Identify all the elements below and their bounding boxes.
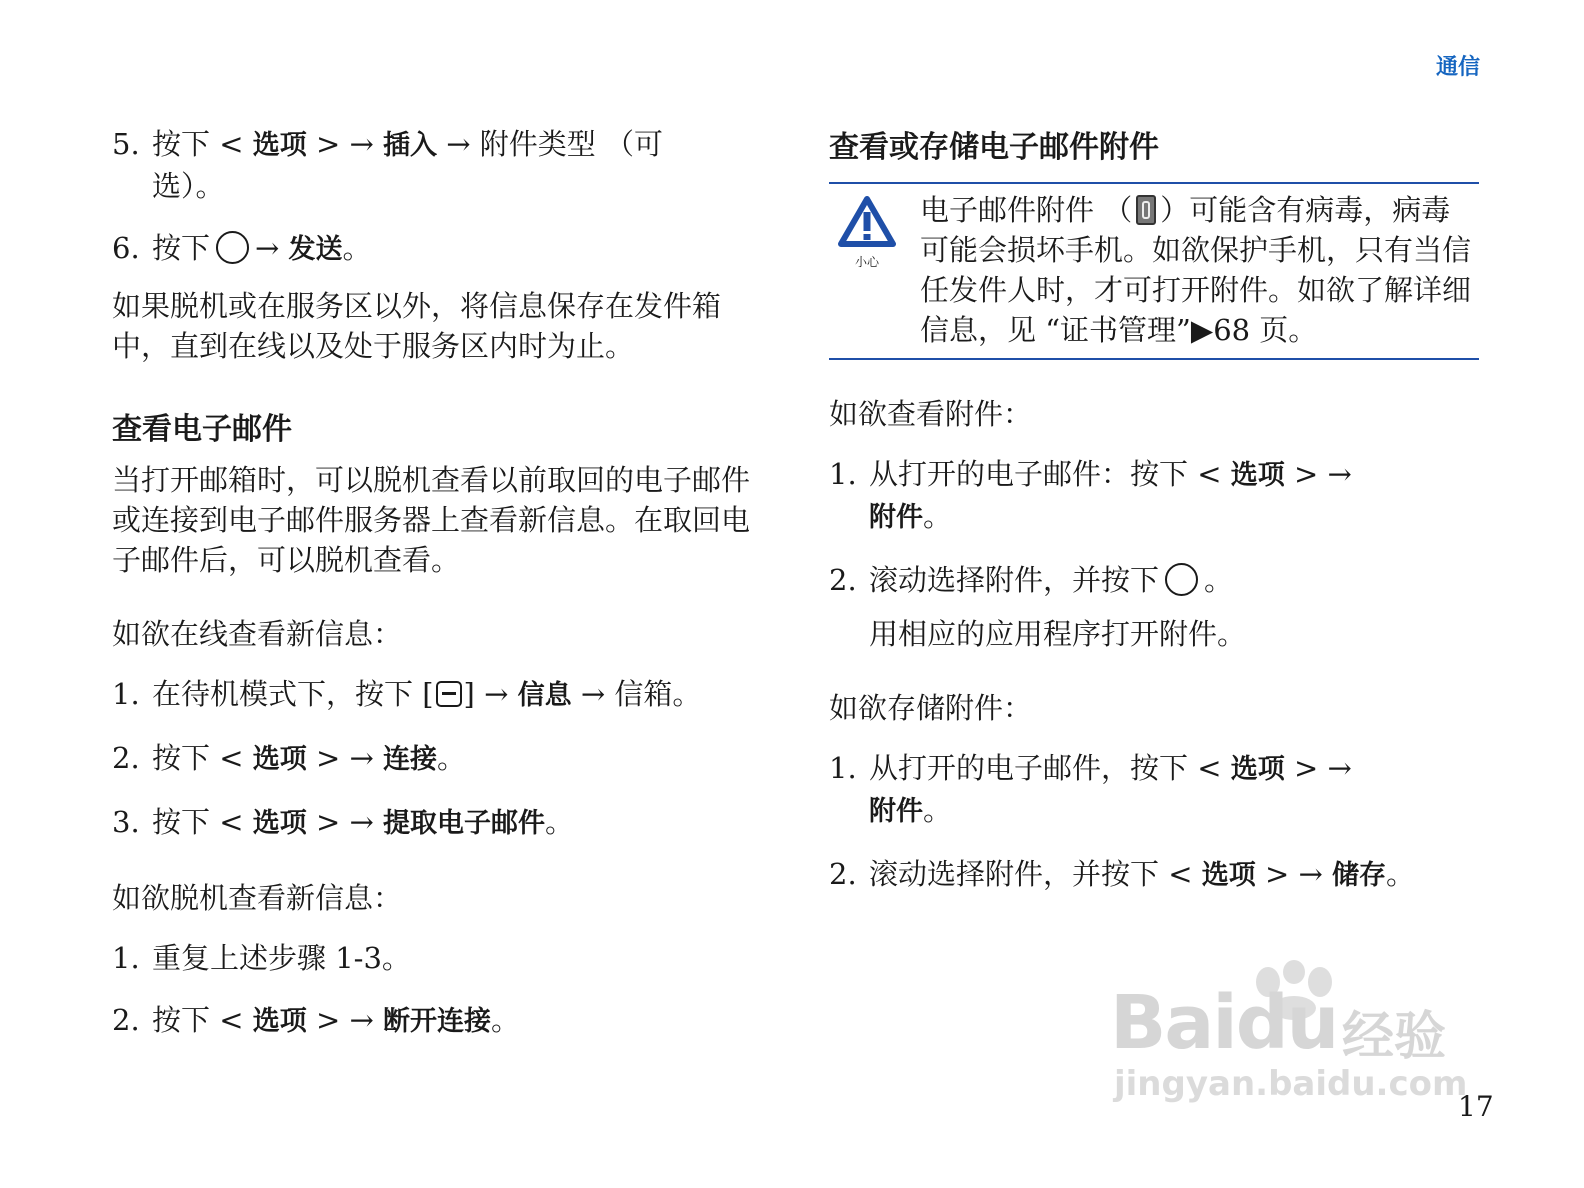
left-column <box>112 124 752 1042</box>
watermark-brand: Baidu <box>1110 980 1338 1066</box>
heading-attachments: 查看或存储电子邮件附件 <box>829 130 1159 165</box>
heading-view-email: 查看电子邮件 <box>112 412 292 447</box>
outbox-note: 如果脱机或在服务区以外，将信息保存在发件箱中，直到在线以及处于服务区内时为止。 <box>112 289 722 363</box>
view-email-paragraph: 当打开邮箱时，可以脱机查看以前取回的电子邮件或连接到电子邮件服务器上查看新信息。在取回电子邮件后，可以脱机查看。 <box>112 463 751 577</box>
offline-step-1: 1. 重复上述步骤 1-3。 <box>112 941 411 975</box>
save-step-2: 2. 滚动选择附件，并按下 < 选项 > → 储存。 <box>829 857 1416 891</box>
baidu-watermark <box>1110 960 1480 1110</box>
view-step-2: 2. 滚动选择附件，并按下 。 <box>829 563 1234 597</box>
online-step-3: 3. 按下 < 选项 > → 提取电子邮件。 <box>112 805 575 839</box>
caution-text: 电子邮件附件 （ ）可能含有病毒，病毒可能会损坏手机。如欲保护手机，只有当信任发件人时，才可打开附件。如欲了解详细信息，见 “证书管理”▶68 页。 <box>920 193 1472 347</box>
step-5: 5. 按下 < 选项 > → 插入 → 附件类型 （可 选）。 <box>112 127 663 203</box>
caution-icon <box>837 196 897 270</box>
attachment-icon <box>1136 195 1156 225</box>
caution-label: 小心 <box>854 255 879 269</box>
warning-triangle-icon <box>838 196 896 248</box>
confirm-key-icon <box>1165 563 1198 596</box>
offline-step-2: 2. 按下 < 选项 > → 断开连接。 <box>112 1003 521 1037</box>
caution-box <box>829 182 1479 360</box>
save-attachment-intro: 如欲存储附件： <box>829 691 1033 725</box>
menu-key-icon <box>436 681 462 707</box>
save-step-1: 1. 从打开的电子邮件，按下 < 选项 > → 附件。 <box>829 751 1352 827</box>
online-intro: 如欲在线查看新信息： <box>112 617 403 651</box>
online-step-2: 2. 按下 < 选项 > → 连接。 <box>112 741 467 775</box>
page-number: 17 <box>1458 1090 1494 1123</box>
watermark-cn: 经验 <box>1342 1007 1447 1067</box>
view-step-2-note: 用相应的应用程序打开附件。 <box>869 617 1247 651</box>
confirm-key-icon <box>216 231 249 264</box>
online-step-1: 1. 在待机模式下，按下 [ ] → 信息 → 信箱。 <box>112 677 702 711</box>
offline-intro: 如欲脱机查看新信息： <box>112 881 403 915</box>
section-header: 通信 <box>1435 55 1480 80</box>
view-attachment-intro: 如欲查看附件： <box>829 397 1033 431</box>
step-6: 6. 按下 → 发送。 <box>112 231 372 265</box>
right-column <box>829 124 1479 896</box>
view-step-1: 1. 从打开的电子邮件：按下 < 选项 > → 附件。 <box>829 457 1352 533</box>
watermark-url: jingyan.baidu.com <box>1114 1064 1468 1104</box>
